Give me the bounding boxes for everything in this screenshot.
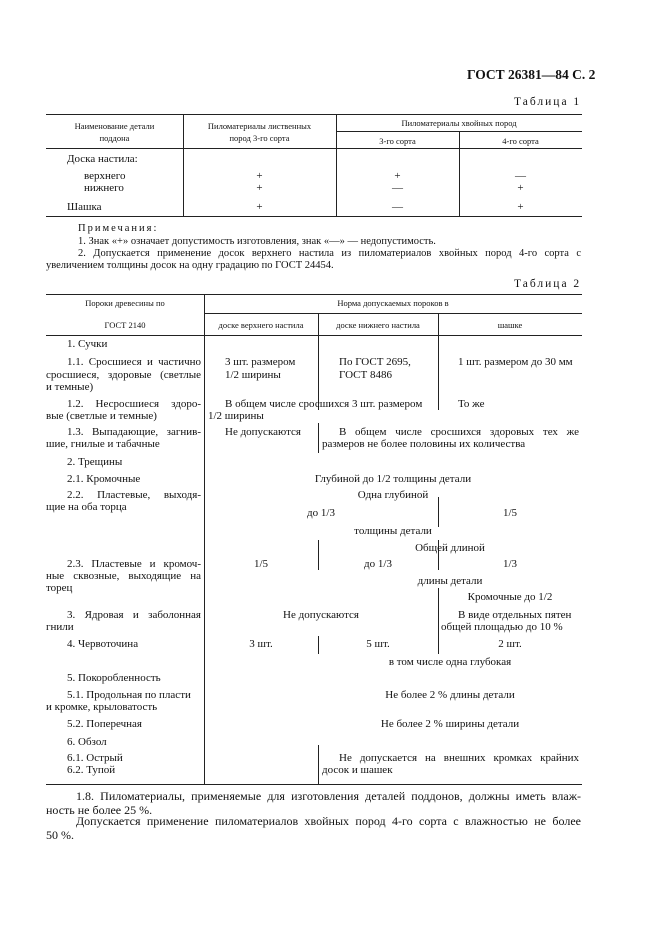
table1-row-bottom-c4: + [517,182,524,194]
defect-3-line1: 3. Ядровая и заболонная [67,609,201,621]
r4-bottom: 5 шт. [366,638,390,650]
r23-top: 1/5 [253,558,269,570]
r4-top: 3 шт. [249,638,273,650]
table1-row-top-hard: + [256,170,263,182]
r13-span-line2: размеров не более половины их количества [322,438,526,450]
defect-1-1-line3: и темные) [46,381,94,393]
table2-header-top-board: доске верхнего настила [218,320,304,330]
table1-row-bottom-hard: + [256,182,263,194]
r3-top-bottom: Не допускаются [283,609,359,621]
table2-subheader-rule [204,313,582,314]
paragraph-1-8-line1: 1.8. Пиломатериалы, применяемые для изготовления деталей поддонов, должны иметь влаж- [76,789,581,803]
note-1: 1. Знак «+» означает допустимость изготовления, знак «—» — недопустимость. [78,236,436,247]
defect-1-1-line2: сросшиеся, здоровые (светлые [46,369,201,381]
table1-header-conifer-3: 3-го сорта [379,136,416,146]
r3-block-line2: общей площадью до 10 % [441,621,563,633]
r23-length: длины детали [417,575,483,587]
table2-vline-2-r13 [318,423,319,453]
paragraph-1-8-line2: ность не более 25 %. [46,803,153,817]
table2-vline-1 [204,294,205,784]
r12-span-line1: В общем числе сросшихся 3 шт. размером [225,398,423,410]
defect-6-2: 6.2. Тупой [67,764,116,776]
defect-2-1: 2.1. Кромочные [67,473,141,485]
table2-caption: Таблица 2 [514,278,582,290]
table2-header-norm: Норма допускаемых пороков в [337,298,449,308]
table1-header-conifer: Пиломатериалы хвойных пород [401,118,517,128]
r21-value: Глубиной до 1/2 толщины детали [314,473,472,485]
header-part-line1: Наименование детали [74,121,155,131]
defect-2-2-line2: щие на оба торца [46,501,127,513]
r23-edge: Кромочные до 1/2 [467,591,553,603]
r4-deep: в том числе одна глубокая [388,656,512,668]
r22-depth: Одна глубиной [357,489,429,501]
table1-row-top-c3: + [394,170,401,182]
header-part-line2: поддона [99,133,130,143]
table1-row-bottom-name: нижнего [84,182,124,194]
table1-row-block-c4: + [517,201,524,213]
defect-5-2: 5.2. Поперечная [67,718,142,730]
note-2-line2: увеличением толщины досок на одну градацию по ГОСТ 24454. [46,260,334,271]
r22-top-bottom: до 1/3 [307,507,335,519]
r3-block-line1: В виде отдельных пятен [458,609,572,621]
table1-row-board-label: Доска настила: [67,153,138,165]
r52-value: Не более 2 % ширины детали [380,718,520,730]
table2-header-rule [46,335,582,336]
r22-thickness: толщины детали [354,525,432,537]
table2-top-rule [46,294,582,295]
table2-header-defect-a: Пороки древесины по [85,298,165,308]
defect-1-1-line1: 1.1. Сросшиеся и частично [67,356,201,368]
r12-span-line2: 1/2 ширины [208,410,264,422]
defect-wormhole: 4. Червоточина [67,638,139,650]
note-2-line1: 2. Допускается применение досок верхнего настила из пиломатериалов хвойных пород 4-го сорта с [78,248,581,259]
table1-row-block-c3: — [392,201,403,213]
defect-cracks: 2. Трещины [67,456,123,468]
r6-value-line1: Не допускается на внешних кромках крайних [339,752,579,764]
defect-1-2-line1: 1.2. Несросшиеся здоро- [67,398,201,410]
defect-1-2-line2: вые (светлые и темные) [46,410,157,422]
defect-1-3-line2: шие, гнилые и табачные [46,438,160,450]
table2-vline-2-r6 [318,745,319,784]
r11-top-line2: 1/2 ширины [225,369,281,381]
r11-block: 1 шт. размером до 30 мм [458,356,573,368]
defect-3-line2: гнили [46,621,74,633]
table1-bottom-rule [46,216,582,217]
table1-header-conifer-4: 4-го сорта [502,136,539,146]
table1-row-bottom-c3: — [392,182,403,194]
r12-block: То же [458,398,485,410]
r13-top: Не допускаются [225,426,301,438]
r11-top-line1: 3 шт. размером [225,356,296,368]
defect-2-3-line3: торец [46,582,73,594]
defect-1-3-line1: 1.3. Выпадающие, загнив- [67,426,201,438]
defect-6-1: 6.1. Острый [67,752,123,764]
r13-span-line1: В общем числе сросшихся здоровых тех же [339,426,579,438]
table2-header-bottom-board: доске нижнего настила [336,320,420,330]
defect-5-1-line1: 5.1. Продольная по пласти [67,689,191,701]
defect-2-2-line1: 2.2. Пластевые, выходя- [67,489,201,501]
r4-block: 2 шт. [498,638,522,650]
table1-row-block-name: Шашка [67,201,102,213]
defect-2-3-line2: ные сквозные, выходящие на [46,570,201,582]
table1-row-block-hard: + [256,201,263,213]
table1-row-top-name: верхнего [84,170,126,182]
defect-knots: 1. Сучки [67,338,108,350]
table2-header-block: шашке [497,320,523,330]
defect-2-3-line1: 2.3. Пластевые и кромоч- [67,558,201,570]
r23-bottom: до 1/3 [364,558,392,570]
r23-block: 1/3 [502,558,518,570]
table2-bottom-rule [46,784,582,785]
defect-5-1-line2: и кромке, крыловатость [46,701,158,713]
notes-title: Примечания: [78,223,159,234]
table1-header-rule [46,148,582,149]
header-hard-line1: Пиломатериалы лиственных [207,121,312,131]
r22-block: 1/5 [502,507,518,519]
table1-top-rule [46,114,582,115]
table1-row-top-c4: — [515,170,526,182]
defect-wane: 6. Обзол [67,736,107,748]
document-reference: ГОСТ 26381—84 С. 2 [467,67,596,82]
r11-bottom-line1: По ГОСТ 2695, [339,356,411,368]
table2-header-defect-b: ГОСТ 2140 [104,320,146,330]
r22-total-length: Общей длиной [415,542,485,554]
table1-header-part [46,120,183,144]
paragraph-1-9-line2: 50 %. [46,828,74,842]
table1-caption: Таблица 1 [514,96,582,108]
paragraph-1-9-line1: Допускается применение пиломатериалов хвойных пород 4-го сорта с влажностью не более [76,814,581,828]
table1-header-hardwood [183,120,336,144]
table2-vline-3-sucki [438,335,439,410]
r11-bottom-line2: ГОСТ 8486 [339,369,392,381]
header-hard-line2: пород 3-го сорта [229,133,290,143]
r51-value: Не более 2 % длины детали [385,689,515,701]
r6-value-line2: досок и шашек [322,764,393,776]
defect-warp: 5. Покоробленность [67,672,161,684]
